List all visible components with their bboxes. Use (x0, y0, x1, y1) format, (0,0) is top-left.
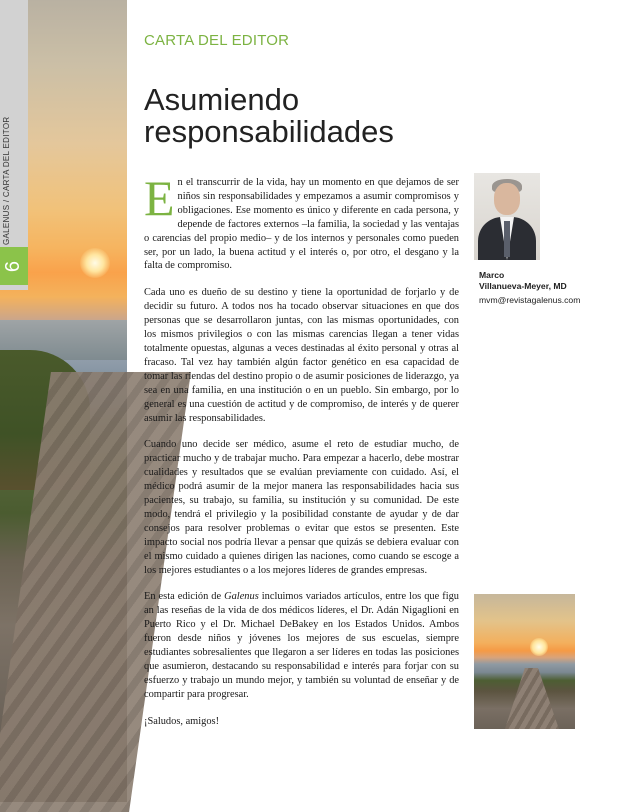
author-tie (504, 221, 510, 257)
page-number-box (0, 247, 28, 285)
closing-greeting: ¡Saludos, amigos! (144, 715, 220, 727)
sunset-thumbnail-photo (474, 594, 575, 729)
author-face (494, 183, 520, 215)
paragraph-1-text: n el transcurrir de la vida, hay un momento en que dejamos de ser niños sin responsabilidades y empezamos a asumir compromisos y obligaciones. Ese momento es único y diferente en cada persona, y depende de factores externos –la familia, la sociedad y las ventajas o carencias del propio medio– y de los internos y personales como pueden ser, por un lado, la buena actitud y el interés o, por otro, el desgano y la falta de compromiso. (144, 177, 459, 272)
thumbnail-path (502, 668, 562, 729)
page-number: 6 (2, 260, 25, 272)
paragraph-1 (144, 170, 459, 273)
thumbnail-sun (530, 638, 548, 656)
author-name (479, 270, 599, 292)
paragraph-2: Cada uno es dueño de su destino y tiene la oportunidad de forjarlo y de decidir su futuro. A todos nos ha tocado observar situaciones en que dos personas que se desarrollaron juntas, con las mismas oportunidades, con los mismos privilegios o con las mismas carencias llegan a tener vidas totalmente opuestas, algunas a veces destinadas al éxito personal y otras al fracaso. Tal vez hay también algún factor genético en esa capacidad de tomar las riendas del destino propio o de asumir posiciones de liderazgo, ya sea en una familia, en una institución o en un pueblo. Sin embargo, por lo general es una cuestión de actitud y de compromiso, de interés y de querer asumir las responsabilidades. (144, 287, 459, 424)
author-last-name: Villanueva-Meyer, MD (479, 281, 567, 291)
paragraph-4-lead: En esta edición de (144, 591, 225, 603)
magazine-name: Galenus (224, 591, 259, 603)
paragraph-4-text: incluimos variados artículos, entre los que figu an las reseñas de la vida de dos médicos líderes, el Dr. Adán Nigaglioni en Puerto Rico y el Dr. Michael DeBakey en los Estados Unidos. Ambos fueron desde niños y jóvenes los mejores de sus escuelas, siempre estudiantes sobresalientes que llegaron a ser líderes en todas las posiciones que asumieron, destacando su responsabilidad e interés para forjar con su esfuerzo y trabajo un mundo mejor, y también su voluntad de enseñar y de compartir para progresar. (144, 591, 459, 700)
sun (80, 248, 110, 278)
author-email: mvm@revistagalenus.com (479, 295, 581, 305)
author-first-name: Marco (479, 270, 505, 280)
author-photo (474, 173, 540, 260)
section-label: CARTA DEL EDITOR (144, 32, 290, 49)
drop-cap: E (144, 170, 175, 226)
paragraph-4 (144, 590, 459, 701)
article-body (144, 170, 459, 742)
running-header: GALENUS / CARTA DEL EDITOR (2, 116, 11, 245)
article-headline: Asumiendo responsabilidades (144, 82, 394, 149)
paragraph-3: Cuando uno decide ser médico, asume el reto de estudiar mucho, de practicar mucho y de trabajar mucho. Para empezar a hacerlo, debe mostrar cualidades y resultados que se evalúan previamente con cuidado. Así, el médico podrá asumir de la mejor manera las responsabilidades hacia sus pacientes, su trabajo, su familia, su institución y su comunidad. De este modo, tendrá el privilegio y la posibilidad constante de ayudar y de dar consejos para resolver problemas o evitar que estos se presenten. Este impacto social nos podría llevar a pensar que quizás se debiera evaluar con el mismo cuidado a quienes dirigen las naciones, como cuando se escoge a los mejores estudiantes o a los mejores líderes de grandes empresas. (144, 439, 459, 576)
